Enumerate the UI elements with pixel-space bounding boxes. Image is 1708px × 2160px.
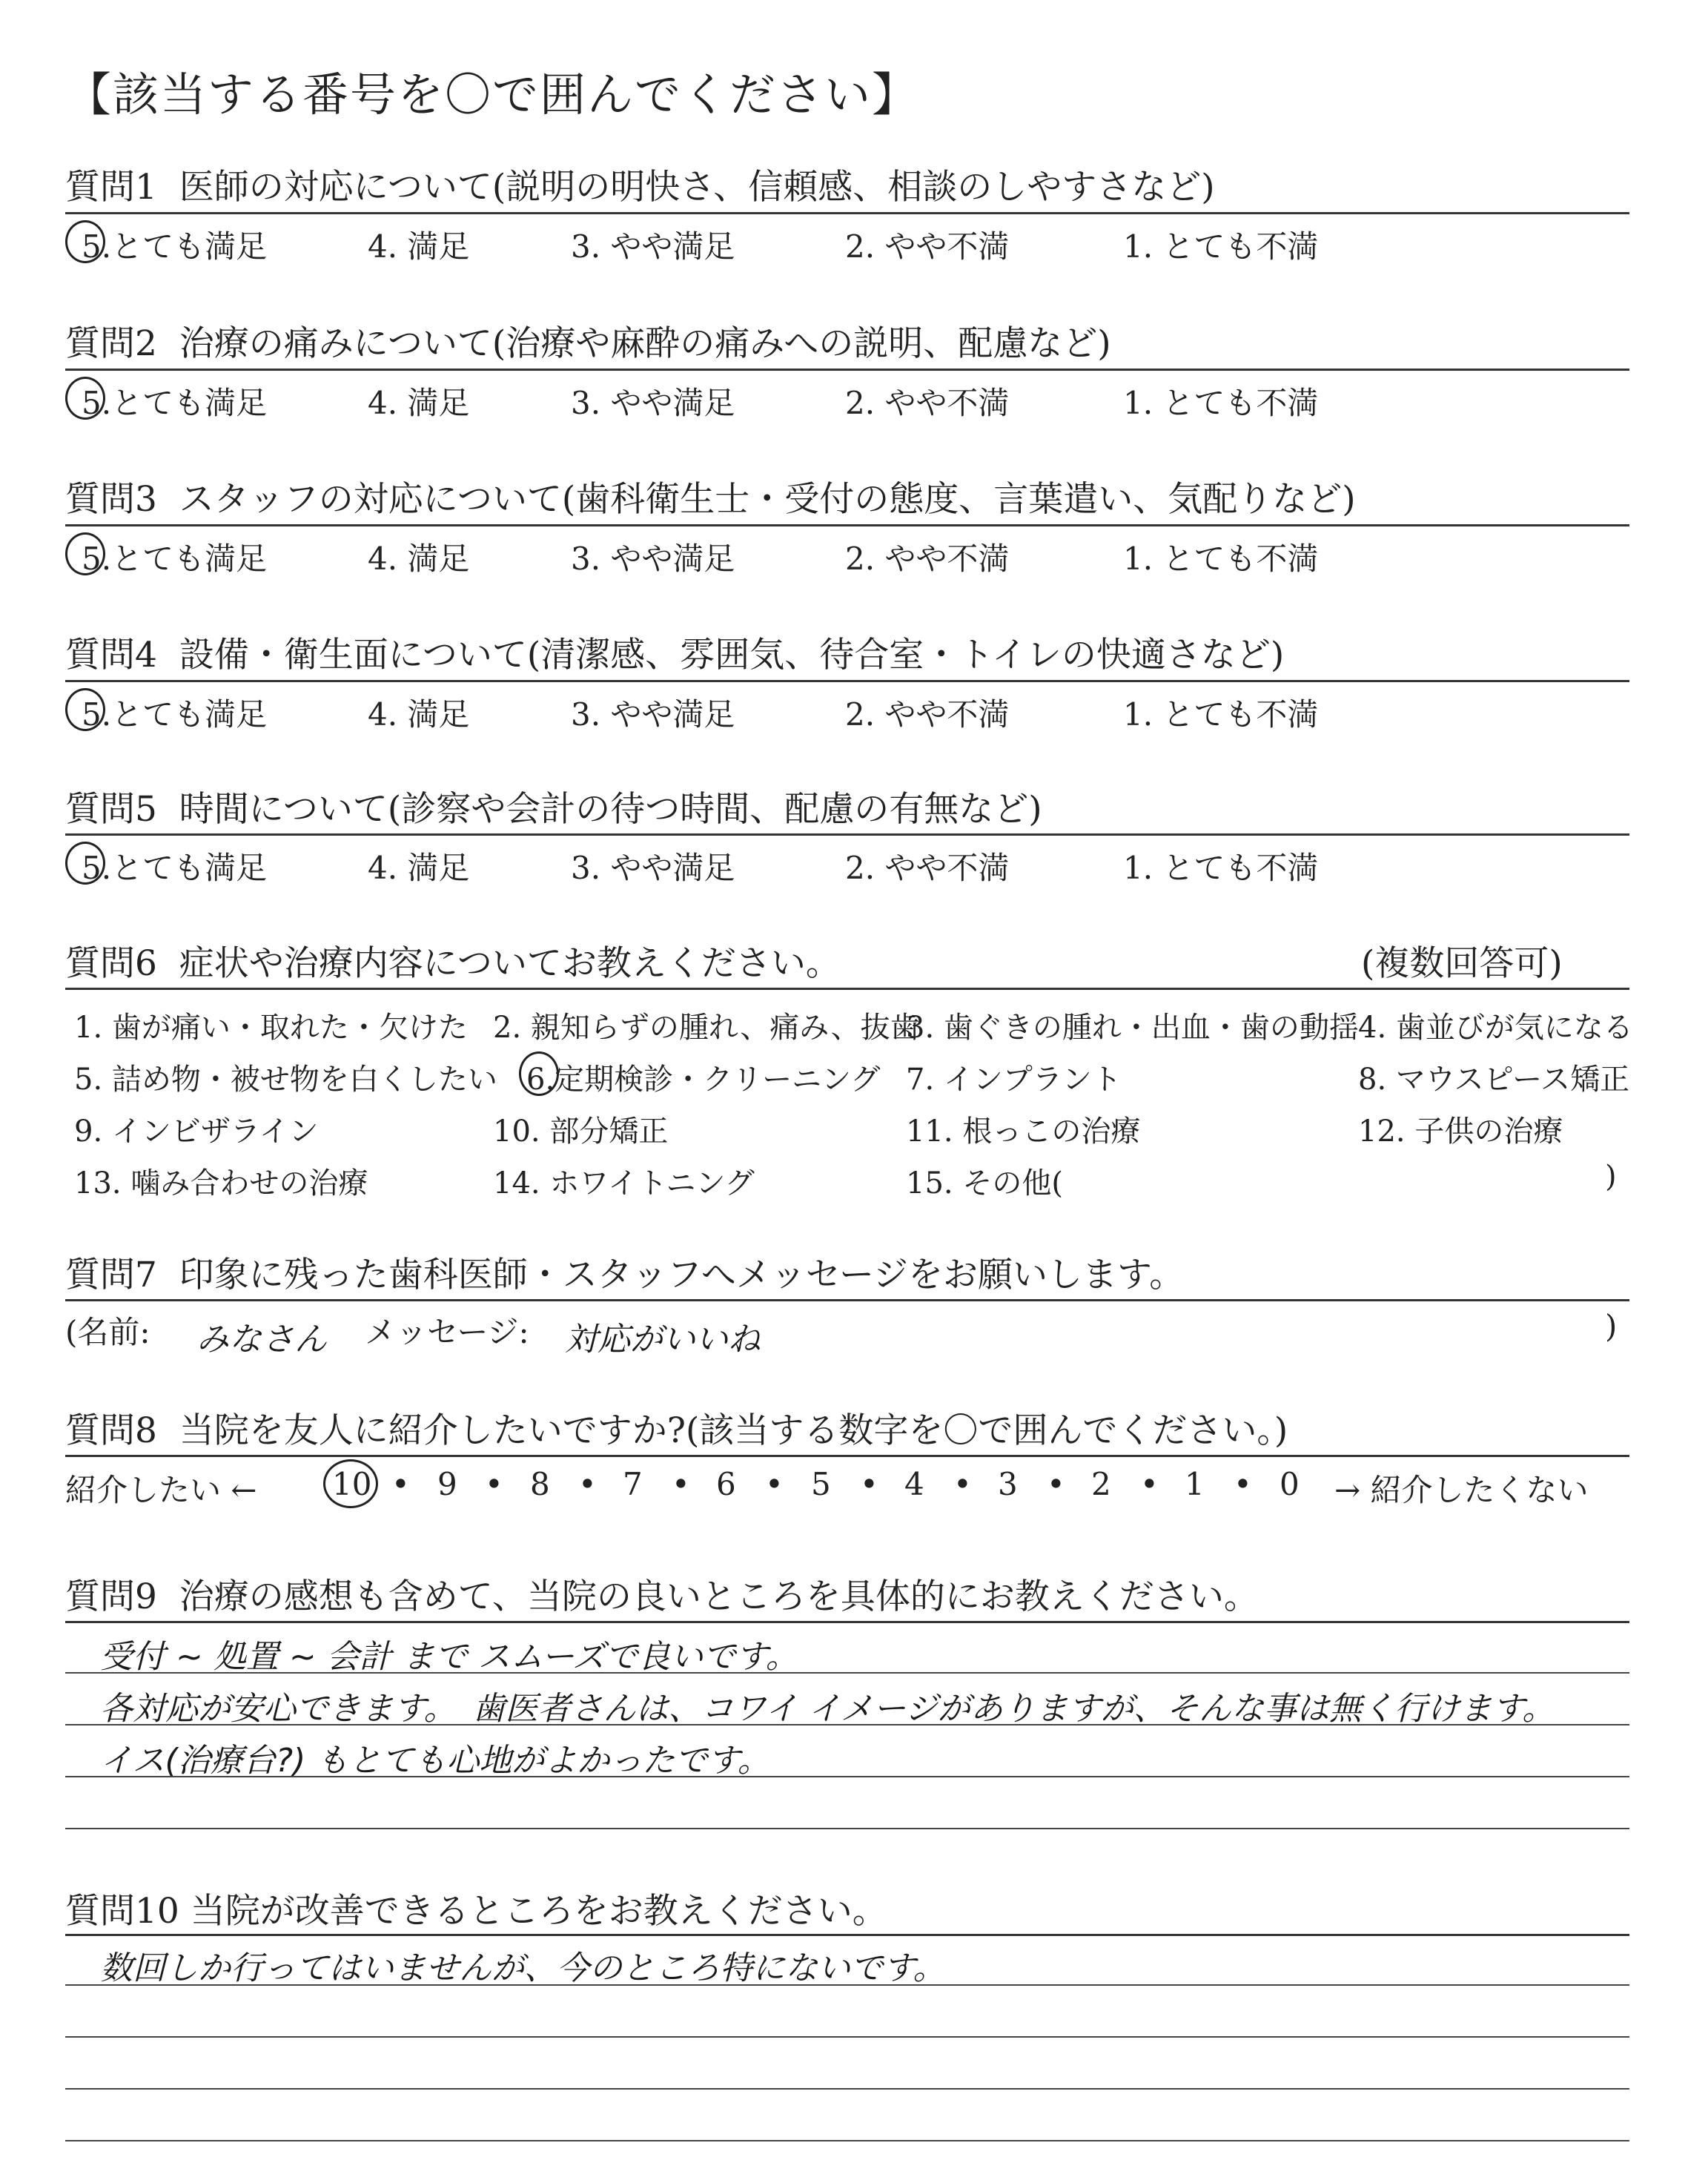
question-1 xyxy=(65,159,1215,209)
q8-dot: • xyxy=(860,1466,878,1502)
q10-answer-line xyxy=(65,2088,1629,2090)
q9-answer-line-1[interactable]: 受付 ~ 処置 ~ 会計 まで スムーズで良いです。 xyxy=(100,1638,798,1676)
q6-option-2[interactable]: 2. 親知らずの腫れ、痛み、抜歯 xyxy=(493,1011,920,1045)
q5-option-4[interactable]: 4. 満足 xyxy=(368,850,470,886)
question-1-rule xyxy=(65,212,1629,214)
q7-close-paren: ) xyxy=(1605,1308,1618,1344)
q1-selected-circle xyxy=(65,220,105,263)
q6-other-close-paren: ) xyxy=(1605,1160,1617,1194)
q6-option-3[interactable]: 3. 歯ぐきの腫れ・出血・歯の動揺 xyxy=(906,1011,1359,1045)
q9-answer-line xyxy=(65,1828,1629,1829)
q2-selected-circle xyxy=(65,377,105,420)
question-3-text: スタッフの対応について(歯科衛生士・受付の態度、言葉遣い、気配りなど) xyxy=(179,479,1356,520)
q6-option-10[interactable]: 10. 部分矯正 xyxy=(493,1114,669,1149)
q6-option-7[interactable]: 7. インプラント xyxy=(906,1063,1122,1097)
question-7-rule xyxy=(65,1299,1629,1301)
question-8-text: 当院を友人に紹介したいですか?(該当する数字を〇で囲んでください。) xyxy=(179,1410,1288,1451)
question-10 xyxy=(65,1883,887,1933)
q6-option-12[interactable]: 12. 子供の治療 xyxy=(1358,1114,1563,1149)
q4-option-4[interactable]: 4. 満足 xyxy=(368,696,470,733)
q3-option-5[interactable]: 5.とても満足 xyxy=(82,541,268,577)
q1-option-1[interactable]: 1. とても不満 xyxy=(1123,228,1319,265)
question-3 xyxy=(65,472,1356,521)
question-7-label: 質問7 xyxy=(65,1255,157,1295)
q3-selected-circle xyxy=(65,532,105,575)
q7-name-value[interactable]: みなさん xyxy=(196,1321,327,1358)
question-10-rule xyxy=(65,1934,1629,1936)
q8-dot: • xyxy=(1047,1466,1065,1502)
q6-option-5[interactable]: 5. 詰め物・被せ物を白くしたい xyxy=(74,1063,497,1097)
q6-option-1[interactable]: 1. 歯が痛い・取れた・欠けた xyxy=(74,1011,468,1045)
q2-option-5[interactable]: 5.とても満足 xyxy=(82,385,268,421)
q8-dot: • xyxy=(672,1466,690,1502)
q1-option-3[interactable]: 3. やや満足 xyxy=(571,228,735,265)
q7-message-value[interactable]: 対応がいいね xyxy=(565,1321,761,1358)
q8-scale-5[interactable]: 5 xyxy=(811,1466,831,1502)
question-4-rule xyxy=(65,680,1629,682)
q6-option-8[interactable]: 8. マウスピース矯正 xyxy=(1358,1063,1630,1097)
question-2 xyxy=(65,316,1111,366)
q4-option-2[interactable]: 2. やや不満 xyxy=(845,696,1010,733)
q1-option-4[interactable]: 4. 満足 xyxy=(368,228,470,265)
q8-scale-10[interactable]: 10 xyxy=(332,1466,372,1502)
question-6-note: (複数回答可) xyxy=(1361,943,1563,984)
q6-option-15[interactable]: 15. その他( xyxy=(906,1166,1063,1200)
q8-dot: • xyxy=(485,1466,503,1502)
question-2-rule xyxy=(65,369,1629,371)
q8-scale-3[interactable]: 3 xyxy=(998,1466,1018,1502)
question-8-rule xyxy=(65,1455,1629,1457)
question-2-text: 治療の痛みについて(治療や麻酔の痛みへの説明、配慮など) xyxy=(179,323,1111,364)
q6-option-13[interactable]: 13. 噛み合わせの治療 xyxy=(74,1166,368,1200)
question-9 xyxy=(65,1569,1259,1619)
q2-option-2[interactable]: 2. やや不満 xyxy=(845,385,1010,421)
question-5-rule xyxy=(65,833,1629,836)
q4-option-1[interactable]: 1. とても不満 xyxy=(1123,696,1319,733)
question-8-label: 質問8 xyxy=(65,1410,157,1451)
q6-option-9[interactable]: 9. インビザライン xyxy=(74,1114,319,1149)
q6-option-4[interactable]: 4. 歯並びが気になる xyxy=(1358,1011,1633,1045)
question-10-label: 質問10 xyxy=(65,1891,179,1932)
question-8 xyxy=(65,1403,1288,1453)
question-4 xyxy=(65,627,1284,677)
question-2-label: 質問2 xyxy=(65,323,157,364)
q8-scale-7[interactable]: 7 xyxy=(623,1466,643,1502)
q5-option-1[interactable]: 1. とても不満 xyxy=(1123,850,1319,886)
question-5-label: 質問5 xyxy=(65,789,157,830)
q5-option-2[interactable]: 2. やや不満 xyxy=(845,850,1010,886)
q2-option-4[interactable]: 4. 満足 xyxy=(368,385,470,421)
question-4-text: 設備・衛生面について(清潔感、雰囲気、待合室・トイレの快適さなど) xyxy=(179,635,1285,676)
question-5-text: 時間について(診察や会計の待つ時間、配慮の有無など) xyxy=(179,789,1042,830)
q8-left-label: 紹介したい ← xyxy=(65,1472,257,1508)
question-9-rule xyxy=(65,1621,1629,1623)
q10-answer-line-1[interactable]: 数回しか行ってはいませんが、今のところ特にないです。 xyxy=(100,1949,946,1987)
q5-option-3[interactable]: 3. やや満足 xyxy=(571,850,735,886)
q8-scale-8[interactable]: 8 xyxy=(530,1466,550,1502)
q6-option-14[interactable]: 14. ホワイトニング xyxy=(493,1166,755,1200)
q7-message-label: メッセージ: xyxy=(365,1314,529,1350)
question-4-label: 質問4 xyxy=(65,635,157,676)
question-9-label: 質問9 xyxy=(65,1576,157,1617)
q8-dot: • xyxy=(391,1466,410,1502)
q8-scale-1[interactable]: 1 xyxy=(1185,1466,1205,1502)
question-9-text: 治療の感想も含めて、当院の良いところを具体的にお教えください。 xyxy=(179,1576,1259,1617)
q4-option-5[interactable]: 5.とても満足 xyxy=(82,696,268,733)
q4-selected-circle xyxy=(65,688,105,731)
question-6-text: 症状や治療内容についてお教えください。 xyxy=(179,943,841,984)
q2-option-3[interactable]: 3. やや満足 xyxy=(571,385,735,421)
q8-scale-2[interactable]: 2 xyxy=(1091,1466,1111,1502)
question-6-rule xyxy=(65,988,1629,990)
q8-scale-9[interactable]: 9 xyxy=(437,1466,457,1502)
q8-dot: • xyxy=(1234,1466,1252,1502)
question-10-text: 当院が改善できるところをお教えください。 xyxy=(190,1891,887,1932)
q9-answer-line-2[interactable]: 各対応が安心できます。 歯医者さんは、コワイ イメージがありますが、そんな事は無く行けます。 xyxy=(100,1690,1555,1728)
q4-option-3[interactable]: 3. やや満足 xyxy=(571,696,735,733)
q10-answer-line xyxy=(65,2140,1629,2141)
question-3-label: 質問3 xyxy=(65,479,157,520)
q6-option-11[interactable]: 11. 根っこの治療 xyxy=(906,1114,1141,1149)
q3-option-2[interactable]: 2. やや不満 xyxy=(845,541,1010,577)
q8-dot: • xyxy=(1140,1466,1159,1502)
question-1-label: 質問1 xyxy=(65,167,157,208)
q8-scale-4[interactable]: 4 xyxy=(904,1466,924,1502)
question-1-text: 医師の対応について(説明の明快さ、信頼感、相談のしやすさなど) xyxy=(179,167,1215,208)
question-7 xyxy=(65,1247,1184,1297)
question-6-label: 質問6 xyxy=(65,943,157,984)
q5-option-5[interactable]: 5.とても満足 xyxy=(82,850,268,886)
q7-name-label: (名前: xyxy=(65,1314,150,1350)
q8-dot: • xyxy=(578,1466,597,1502)
q8-right-label: → 紹介したくない xyxy=(1334,1472,1589,1508)
q9-answer-line-3[interactable]: イス(治療台?) もとても心地がよかったです。 xyxy=(100,1742,770,1780)
q3-option-1[interactable]: 1. とても不満 xyxy=(1123,541,1319,577)
form-title: 【該当する番号を〇で囲んでください】 xyxy=(65,67,920,122)
q6-selected-circle xyxy=(519,1051,559,1096)
q10-answer-line xyxy=(65,2036,1629,2038)
q1-option-5[interactable]: 5.とても満足 xyxy=(82,228,268,265)
q8-dot: • xyxy=(765,1466,784,1502)
q1-option-2[interactable]: 2. やや不満 xyxy=(845,228,1010,265)
q8-dot: • xyxy=(953,1466,972,1502)
q8-scale-6[interactable]: 6 xyxy=(716,1466,736,1502)
q3-option-4[interactable]: 4. 満足 xyxy=(368,541,470,577)
question-3-rule xyxy=(65,524,1629,526)
q8-selected-circle xyxy=(323,1459,378,1508)
question-7-text: 印象に残った歯科医師・スタッフへメッセージをお願いします。 xyxy=(179,1255,1185,1295)
question-6 xyxy=(65,936,841,985)
question-5 xyxy=(65,782,1042,831)
q8-scale-0[interactable]: 0 xyxy=(1280,1466,1300,1502)
q6-option-6[interactable]: 6.定期検診・クリーニング xyxy=(526,1063,881,1097)
q5-selected-circle xyxy=(65,842,105,885)
q2-option-1[interactable]: 1. とても不満 xyxy=(1123,385,1319,421)
q3-option-3[interactable]: 3. やや満足 xyxy=(571,541,735,577)
